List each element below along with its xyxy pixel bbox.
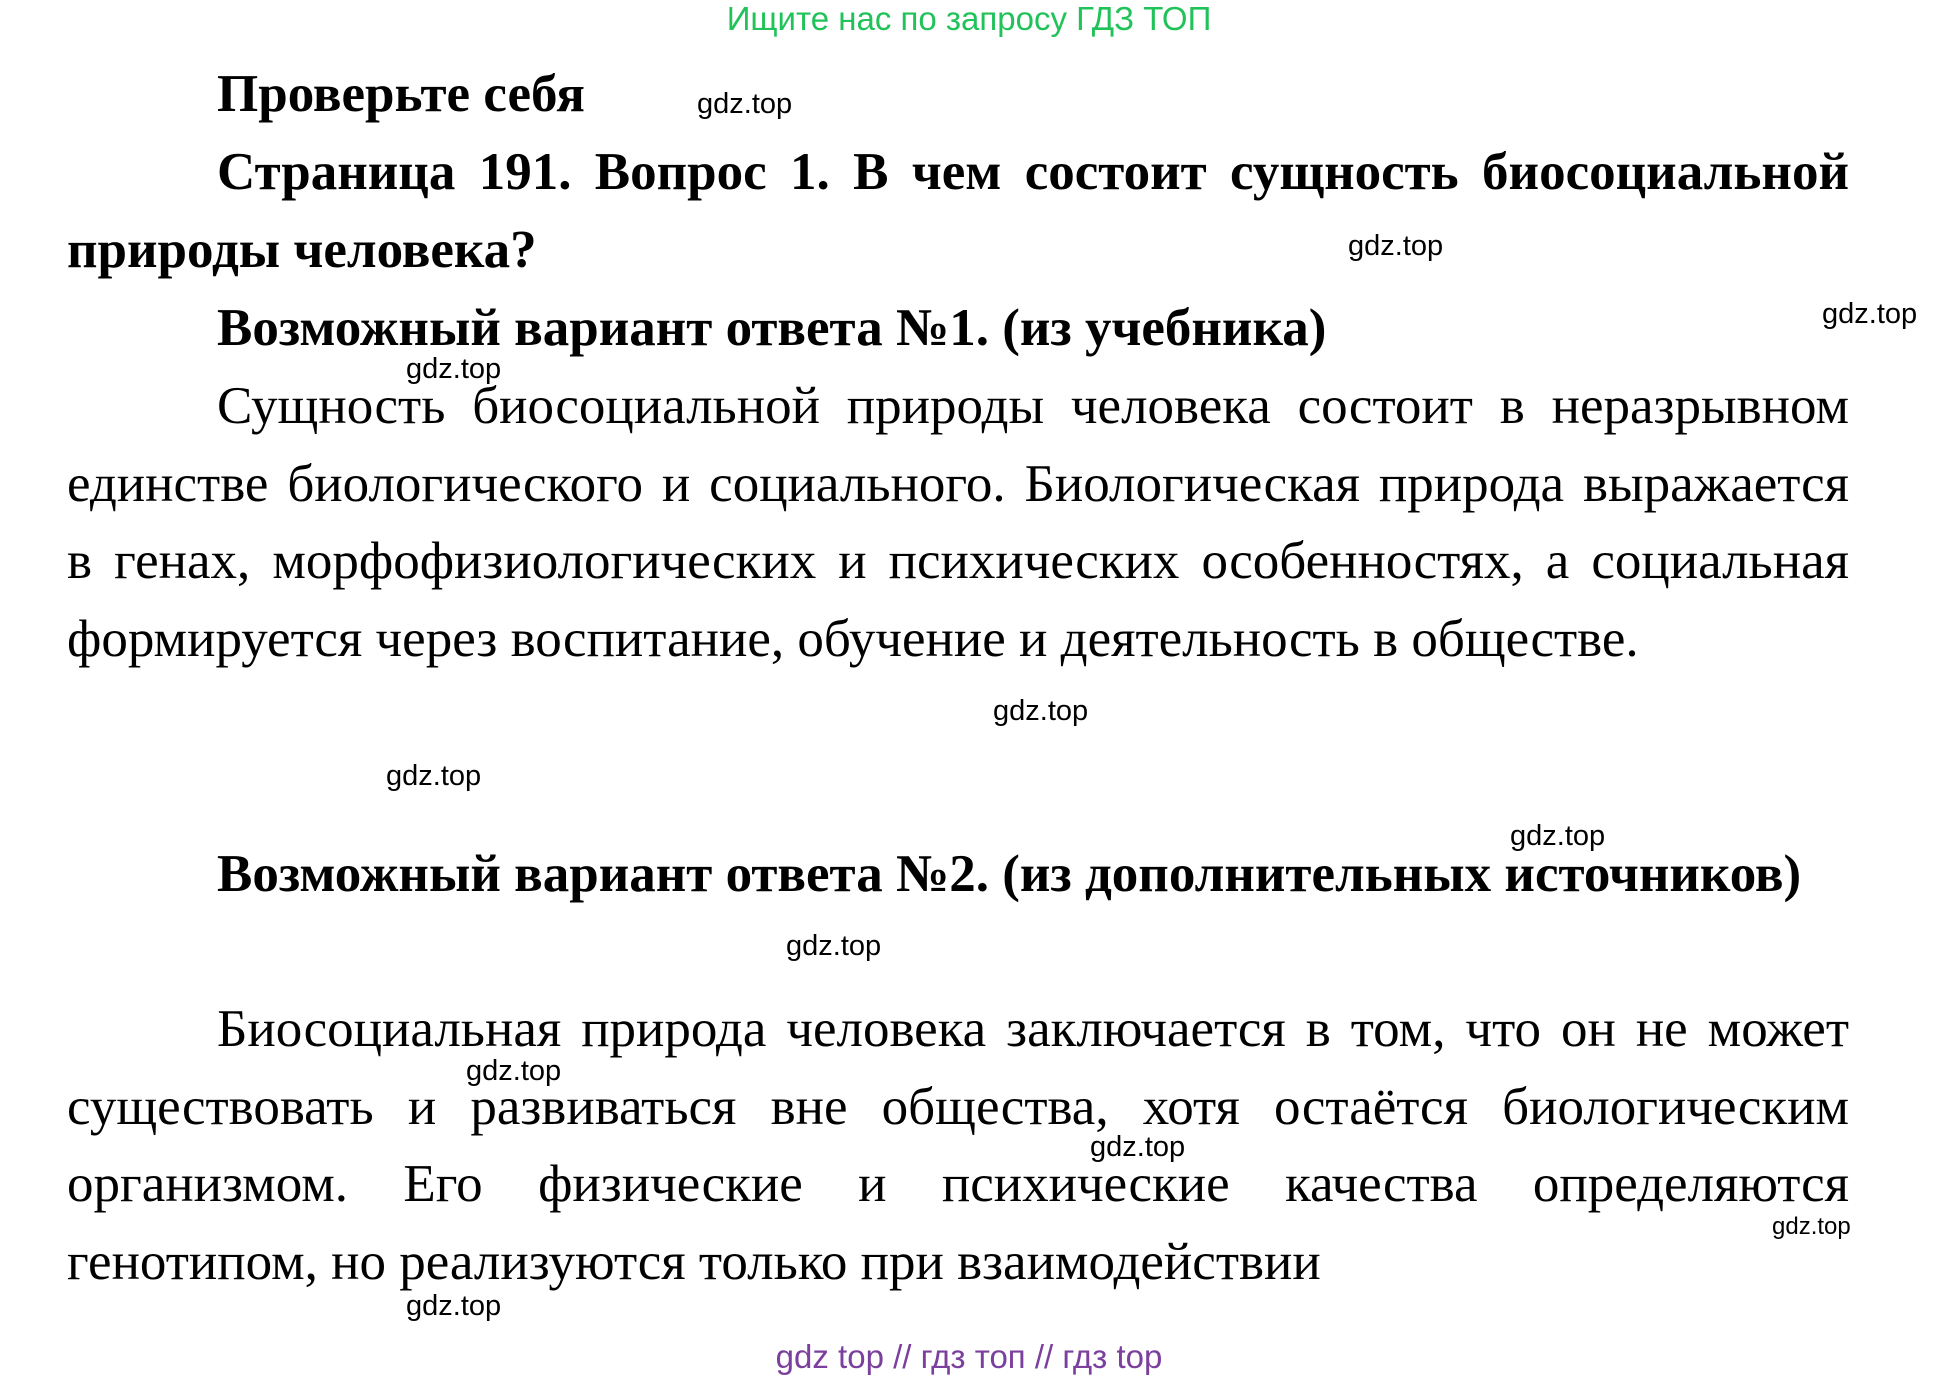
watermark: gdz.top (1772, 1213, 1851, 1240)
watermark: gdz.top (697, 88, 793, 120)
watermark: gdz.top (1510, 820, 1606, 852)
watermark: gdz.top (993, 695, 1089, 727)
watermark: gdz.top (786, 930, 882, 962)
search-banner: Ищите нас по запросу ГДЗ ТОП (726, 0, 1212, 37)
watermark: gdz.top (406, 1290, 502, 1322)
answer1-text: Сущность биосоциальной природы человека состоит в неразрывном единстве биологического и социального. Биологическая природа выражается в генах, морфофизиологических и психических особенностях, а социальная формируется через воспитание, обучение и деятельность в обществе. (67, 377, 1849, 668)
answer2-text: Биосоциальная природа человека заключается в том, что он не может существовать и развиваться вне общества, хотя остаётся биологическим организмом. Его физические и психические качества определяются генотипом, но реализуются только при взаимодействии (67, 1000, 1849, 1291)
watermark: gdz.top (1348, 230, 1444, 262)
watermark: gdz.top (1090, 1131, 1186, 1163)
watermark: gdz.top (386, 760, 482, 792)
section-title: Проверьте себя (217, 65, 585, 123)
answer1-heading: Возможный вариант ответа №1. (из учебника) (217, 299, 1327, 357)
watermark: gdz.top (466, 1055, 562, 1087)
watermark: gdz.top (406, 353, 502, 385)
watermark: gdz.top (1822, 298, 1918, 330)
footer-watermark: gdz top // гдз топ // гдз top (775, 1338, 1163, 1375)
question-text: Страница 191. Вопрос 1. В чем состоит сущность биосоциальной природы человека? (67, 143, 1849, 279)
answer2-heading: Возможный вариант ответа №2. (из дополнительных источников) (217, 845, 1802, 903)
